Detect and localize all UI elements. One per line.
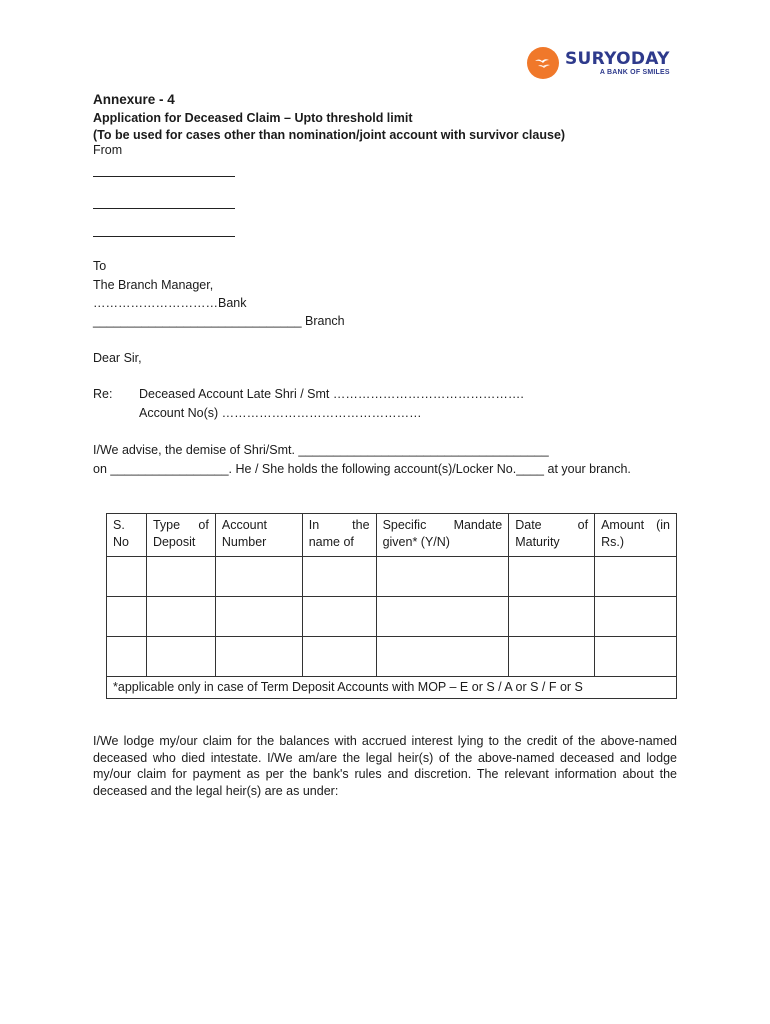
table-cell[interactable]: [302, 557, 376, 597]
table-footnote-row: [107, 677, 677, 699]
logo-tagline: A BANK OF SMILES: [599, 69, 670, 76]
table-header-row: [107, 514, 677, 557]
bank-logo: [526, 46, 670, 80]
sun-logo-icon: [526, 46, 560, 80]
table-cell[interactable]: [595, 637, 677, 677]
table-cell[interactable]: [509, 637, 595, 677]
table-cell[interactable]: [302, 597, 376, 637]
table-cell[interactable]: [146, 597, 215, 637]
header-in-the-name-of: In the name of: [302, 514, 376, 557]
table-cell[interactable]: [376, 557, 509, 597]
from-label: From: [93, 143, 123, 157]
table-cell[interactable]: [509, 597, 595, 637]
table-cell[interactable]: [595, 557, 677, 597]
header-specific-mandate: Specific Mandate given* (Y/N): [376, 514, 509, 557]
from-address-line-3[interactable]: [93, 236, 235, 237]
table-cell[interactable]: [146, 637, 215, 677]
header-type-of-deposit: Type of Deposit: [146, 514, 215, 557]
logo-wordmark: SURYODAY: [565, 49, 670, 69]
re-label: Re:: [93, 387, 113, 401]
table-cell[interactable]: [595, 597, 677, 637]
header-amount: Amount (in Rs.): [595, 514, 677, 557]
header-sno: S. No: [107, 514, 147, 557]
annexure-heading: Annexure - 4: [93, 92, 175, 107]
table-cell[interactable]: [215, 597, 302, 637]
table-cell[interactable]: [215, 637, 302, 677]
table-row: [107, 637, 677, 677]
header-date-of-maturity: Date of Maturity: [509, 514, 595, 557]
re-deceased-account: Deceased Account Late Shri / Smt ……………………………………….: [139, 387, 524, 401]
table-cell[interactable]: [107, 637, 147, 677]
claim-paragraph: I/We lodge my/our claim for the balances with accrued interest lying to the credit of the above-named deceased who died intestate. I/We am/are the legal heir(s) of the above-named deceased and lodge my/our claim for payment as per the bank's rules and discretion. The relevant information about the deceased and the legal heir(s) are as under:: [93, 734, 677, 798]
from-address-line-2[interactable]: [93, 208, 235, 209]
table-cell[interactable]: [376, 597, 509, 637]
to-branch: ______________________________ Branch: [93, 314, 345, 328]
to-bank-name: …………………………Bank: [93, 296, 247, 310]
table-footnote: *applicable only in case of Term Deposit Accounts with MOP – E or S / A or S / F or S: [107, 677, 677, 699]
to-label: To: [93, 259, 107, 273]
table-cell[interactable]: [146, 557, 215, 597]
table-row: [107, 597, 677, 637]
table-cell[interactable]: [107, 557, 147, 597]
advise-line-2: on _________________. He / She holds the following account(s)/Locker No.____ at your branch.: [93, 462, 631, 476]
salutation: Dear Sir,: [93, 351, 142, 365]
from-address-line-1[interactable]: [93, 176, 235, 177]
table-cell[interactable]: [215, 557, 302, 597]
form-title: Application for Deceased Claim – Upto threshold limit: [93, 111, 413, 125]
re-account-numbers: Account No(s) …………………………………………: [139, 406, 422, 420]
advise-line-1: I/We advise, the demise of Shri/Smt. ____________________________________: [93, 443, 549, 457]
form-subtitle: (To be used for cases other than nomination/joint account with survivor clause): [93, 128, 566, 142]
table-cell[interactable]: [107, 597, 147, 637]
to-branch-manager: The Branch Manager,: [93, 278, 214, 292]
table-row: [107, 557, 677, 597]
table-cell[interactable]: [302, 637, 376, 677]
header-account-number: Account Number: [215, 514, 302, 557]
table-cell[interactable]: [509, 557, 595, 597]
table-cell[interactable]: [376, 637, 509, 677]
accounts-table: [106, 513, 677, 699]
